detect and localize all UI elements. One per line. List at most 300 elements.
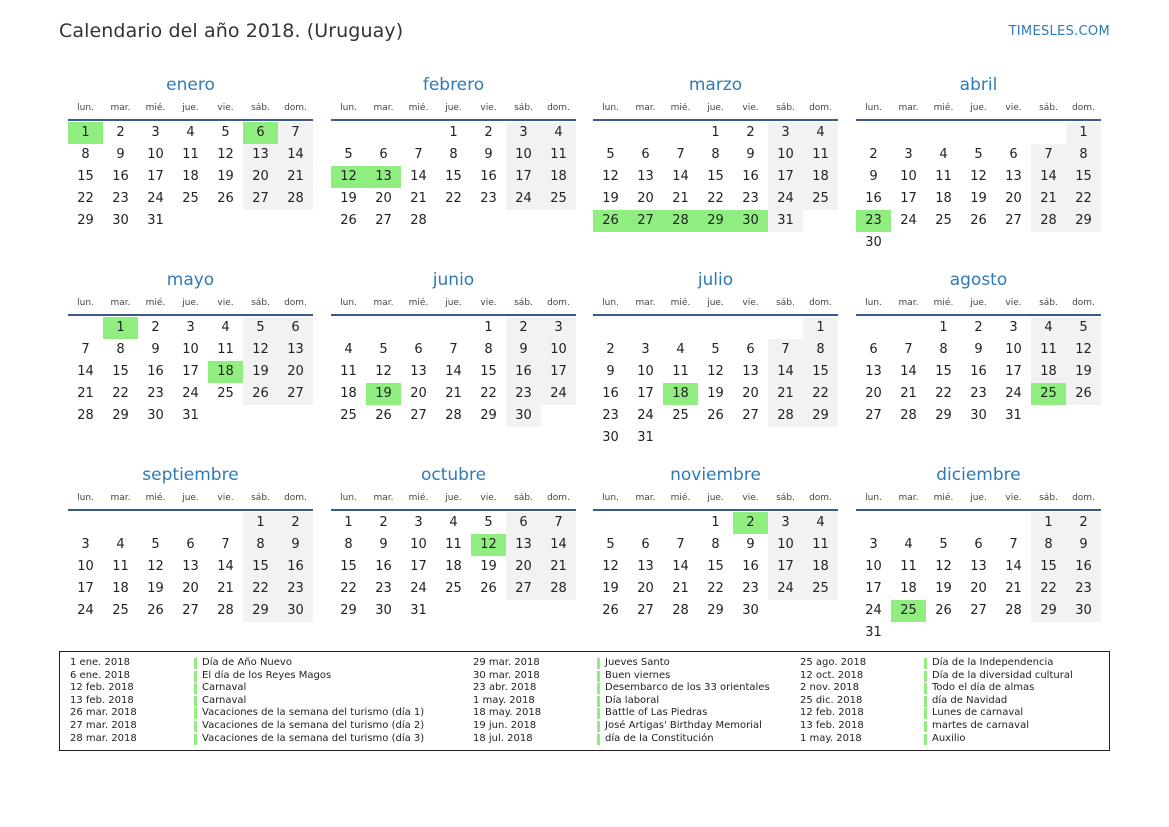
weekday-label: dom. <box>809 298 832 308</box>
holiday-marker <box>924 708 927 719</box>
month-noviembre <box>593 464 838 622</box>
header-rule <box>331 509 576 511</box>
day-cell: 24 <box>147 191 164 206</box>
day-cell: 28 <box>410 213 427 228</box>
month-name: junio <box>432 270 475 290</box>
day-cell: 17 <box>77 581 94 596</box>
day-cell: 12 <box>375 364 392 379</box>
day-cell: 8 <box>344 537 353 552</box>
day-cell: 12 <box>217 147 234 162</box>
month-name: julio <box>697 270 734 290</box>
day-cell: 24 <box>1005 386 1022 401</box>
day-cell: 26 <box>217 191 234 206</box>
holiday-name: Día de la Independencia <box>932 657 1054 668</box>
holiday-day: 30 <box>733 210 768 232</box>
day-cell: 26 <box>480 581 497 596</box>
legend-row <box>70 720 424 733</box>
weekday-label: lun. <box>340 493 357 503</box>
day-cell: 5 <box>711 342 720 357</box>
day-cell: 16 <box>1066 556 1101 578</box>
day-cell: 12 <box>602 559 619 574</box>
day-cell: 20 <box>182 581 199 596</box>
empty-cell <box>628 512 663 534</box>
holiday-marker <box>597 721 600 732</box>
empty-cell <box>208 512 243 534</box>
day-cell: 4 <box>904 537 913 552</box>
day-cell: 6 <box>869 342 878 357</box>
day-cell: 8 <box>116 342 125 357</box>
day-cell: 6 <box>1009 147 1018 162</box>
weekday-label: dom. <box>547 103 570 113</box>
day-cell: 11 <box>112 559 129 574</box>
day-cell: 17 <box>147 169 164 184</box>
header-rule <box>856 119 1101 121</box>
empty-cell <box>996 122 1031 144</box>
day-cell: 19 <box>340 191 357 206</box>
weekday-label: lun. <box>602 103 619 113</box>
weekday-label: mar. <box>635 103 656 113</box>
day-cell: 4 <box>344 342 353 357</box>
day-cell: 19 <box>602 191 619 206</box>
weekday-label: mié. <box>408 298 429 308</box>
day-cell: 17 <box>900 191 917 206</box>
day-cell: 8 <box>711 537 720 552</box>
header-rule <box>331 314 576 316</box>
day-cell: 22 <box>77 191 94 206</box>
holiday-name: Desembarco de los 33 orientales <box>605 682 770 694</box>
weekday-header <box>856 294 1101 312</box>
day-cell: 18 <box>541 166 576 188</box>
day-cell: 28 <box>541 578 576 600</box>
day-cell: 6 <box>506 512 541 534</box>
day-cell: 11 <box>217 342 234 357</box>
legend-row <box>473 657 770 670</box>
holiday-day: 2 <box>733 512 768 534</box>
day-cell: 24 <box>506 188 541 210</box>
header-rule <box>68 509 313 511</box>
holiday-name: Carnaval <box>202 682 247 694</box>
weekday-label: mié. <box>145 298 166 308</box>
weekday-label: lun. <box>602 493 619 503</box>
weekday-label: lun. <box>77 103 94 113</box>
day-cell: 31 <box>410 603 427 618</box>
day-cell: 15 <box>707 559 724 574</box>
day-cell: 18 <box>803 556 838 578</box>
weekday-label: vie. <box>1005 493 1022 503</box>
weekday-label: dom. <box>1072 493 1095 503</box>
day-grid <box>331 317 576 427</box>
day-cell: 10 <box>147 147 164 162</box>
day-cell: 7 <box>676 537 685 552</box>
day-cell: 18 <box>340 386 357 401</box>
day-cell: 14 <box>541 534 576 556</box>
day-cell: 19 <box>935 581 952 596</box>
weekday-label: sáb. <box>1039 493 1058 503</box>
day-cell: 30 <box>742 603 759 618</box>
weekday-label: jue. <box>182 298 199 308</box>
day-cell: 4 <box>186 125 195 140</box>
month-name: agosto <box>949 270 1008 290</box>
day-cell: 21 <box>672 581 689 596</box>
day-cell: 10 <box>637 364 654 379</box>
day-cell: 9 <box>1066 534 1101 556</box>
day-cell: 20 <box>1005 191 1022 206</box>
day-cell: 7 <box>676 147 685 162</box>
day-cell: 15 <box>1066 166 1101 188</box>
day-cell: 24 <box>768 578 803 600</box>
day-cell: 12 <box>1066 339 1101 361</box>
day-cell: 28 <box>1031 210 1066 232</box>
day-cell: 20 <box>278 361 313 383</box>
weekday-label: mar. <box>373 493 394 503</box>
day-cell: 21 <box>1005 581 1022 596</box>
day-cell: 10 <box>77 559 94 574</box>
holiday-day: 12 <box>331 166 366 188</box>
day-cell: 8 <box>484 342 493 357</box>
weekday-label: dom. <box>809 103 832 113</box>
day-cell: 25 <box>217 386 234 401</box>
legend-row <box>800 670 1073 683</box>
page-title: Calendario del año 2018. (Uruguay) <box>59 20 404 42</box>
day-cell: 1 <box>243 512 278 534</box>
day-cell: 28 <box>768 405 803 427</box>
day-cell: 7 <box>449 342 458 357</box>
day-cell: 31 <box>865 625 882 640</box>
day-cell: 23 <box>480 191 497 206</box>
day-cell: 14 <box>77 364 94 379</box>
holiday-day: 29 <box>698 210 733 232</box>
day-cell: 30 <box>970 408 987 423</box>
header-rule <box>856 314 1101 316</box>
day-cell: 4 <box>939 147 948 162</box>
holiday-name: Battle of Las Piedras <box>605 707 708 719</box>
day-cell: 26 <box>602 603 619 618</box>
holiday-date: 26 mar. 2018 <box>70 707 137 719</box>
weekday-label: jue. <box>970 103 987 113</box>
day-cell: 21 <box>1031 188 1066 210</box>
day-cell: 18 <box>935 191 952 206</box>
day-cell: 13 <box>637 559 654 574</box>
day-cell: 7 <box>278 122 313 144</box>
day-cell: 24 <box>182 386 199 401</box>
day-cell: 3 <box>641 342 650 357</box>
weekday-label: mié. <box>933 298 954 308</box>
holiday-day: 1 <box>103 317 138 339</box>
day-cell: 20 <box>637 581 654 596</box>
day-cell: 1 <box>449 125 458 140</box>
day-cell: 5 <box>1066 317 1101 339</box>
day-cell: 5 <box>484 515 493 530</box>
day-cell: 14 <box>672 169 689 184</box>
day-cell: 4 <box>803 122 838 144</box>
day-cell: 20 <box>243 166 278 188</box>
day-cell: 24 <box>77 603 94 618</box>
legend-row <box>800 720 1073 733</box>
legend-row <box>800 733 1073 746</box>
day-cell: 3 <box>151 125 160 140</box>
day-cell: 3 <box>506 122 541 144</box>
weekday-label: dom. <box>284 103 307 113</box>
day-cell: 14 <box>278 144 313 166</box>
weekday-label: lun. <box>340 103 357 113</box>
day-cell: 13 <box>410 364 427 379</box>
weekday-header <box>593 489 838 507</box>
weekday-label: sáb. <box>251 493 270 503</box>
empty-cell <box>856 122 891 144</box>
day-cell: 29 <box>803 405 838 427</box>
day-grid <box>331 122 576 232</box>
holiday-date: 30 mar. 2018 <box>473 669 540 681</box>
holiday-marker <box>597 708 600 719</box>
holiday-name: José Artigas' Birthday Memorial <box>605 719 762 731</box>
day-cell: 6 <box>278 317 313 339</box>
day-cell: 13 <box>182 559 199 574</box>
day-cell: 29 <box>243 600 278 622</box>
day-cell: 13 <box>742 364 759 379</box>
day-cell: 30 <box>865 235 882 250</box>
weekday-label: jue. <box>445 493 462 503</box>
day-cell: 3 <box>768 122 803 144</box>
weekday-label: mié. <box>933 103 954 113</box>
month-marzo <box>593 74 838 232</box>
weekday-label: mar. <box>373 298 394 308</box>
day-cell: 4 <box>116 537 125 552</box>
weekday-header <box>856 489 1101 507</box>
weekday-label: dom. <box>809 493 832 503</box>
day-cell: 31 <box>637 430 654 445</box>
empty-cell <box>891 122 926 144</box>
legend-row <box>473 695 770 708</box>
month-name: marzo <box>688 75 743 95</box>
day-cell: 2 <box>746 125 755 140</box>
holiday-marker <box>924 671 927 682</box>
day-cell: 13 <box>278 339 313 361</box>
weekday-header <box>68 489 313 507</box>
day-cell: 10 <box>182 342 199 357</box>
day-cell: 30 <box>506 405 541 427</box>
month-name: octubre <box>420 465 487 485</box>
day-cell: 26 <box>340 213 357 228</box>
day-grid <box>593 122 838 232</box>
day-cell: 23 <box>602 408 619 423</box>
day-cell: 25 <box>935 213 952 228</box>
day-cell: 22 <box>445 191 462 206</box>
holiday-name: Auxilio <box>932 732 966 744</box>
day-cell: 1 <box>1031 512 1066 534</box>
empty-cell <box>138 512 173 534</box>
legend-row <box>70 682 424 695</box>
day-cell: 29 <box>340 603 357 618</box>
day-cell: 15 <box>243 556 278 578</box>
day-cell: 29 <box>480 408 497 423</box>
day-cell: 25 <box>112 603 129 618</box>
day-cell: 17 <box>637 386 654 401</box>
weekday-label: vie. <box>217 493 234 503</box>
day-cell: 23 <box>742 191 759 206</box>
weekday-label: sáb. <box>251 103 270 113</box>
legend-column <box>70 657 424 745</box>
day-cell: 4 <box>803 512 838 534</box>
month-name: abril <box>959 75 998 95</box>
empty-cell <box>733 317 768 339</box>
legend-row <box>800 707 1073 720</box>
day-cell: 13 <box>637 169 654 184</box>
empty-cell <box>366 122 401 144</box>
holiday-day: 18 <box>663 383 698 405</box>
day-cell: 9 <box>606 364 615 379</box>
day-cell: 27 <box>243 188 278 210</box>
weekday-label: mar. <box>373 103 394 113</box>
day-cell: 9 <box>746 147 755 162</box>
day-cell: 29 <box>935 408 952 423</box>
day-cell: 31 <box>182 408 199 423</box>
day-cell: 14 <box>410 169 427 184</box>
day-cell: 11 <box>803 144 838 166</box>
holiday-marker <box>194 683 197 694</box>
day-cell: 21 <box>217 581 234 596</box>
day-cell: 10 <box>768 144 803 166</box>
holiday-name: Día laboral <box>605 694 660 706</box>
day-cell: 5 <box>606 537 615 552</box>
holiday-name: Vacaciones de la semana del turismo (día 1) <box>202 707 425 719</box>
day-cell: 16 <box>865 191 882 206</box>
weekday-label: mié. <box>145 103 166 113</box>
day-cell: 11 <box>900 559 917 574</box>
weekday-header <box>593 99 838 117</box>
day-cell: 1 <box>711 125 720 140</box>
legend-column <box>800 657 1073 745</box>
day-cell: 3 <box>186 320 195 335</box>
holiday-marker <box>597 696 600 707</box>
holiday-day: 28 <box>663 210 698 232</box>
day-grid <box>856 122 1101 254</box>
day-cell: 28 <box>672 603 689 618</box>
holiday-marker <box>924 721 927 732</box>
weekday-label: vie. <box>217 298 234 308</box>
empty-cell <box>436 317 471 339</box>
weekday-label: lun. <box>865 103 882 113</box>
day-cell: 11 <box>340 364 357 379</box>
day-cell: 5 <box>974 147 983 162</box>
holiday-day: 25 <box>891 600 926 622</box>
day-cell: 6 <box>379 147 388 162</box>
holiday-name: Lunes de carnaval <box>932 707 1024 719</box>
day-cell: 12 <box>970 169 987 184</box>
day-cell: 23 <box>278 578 313 600</box>
holiday-marker <box>924 734 927 745</box>
holiday-date: 25 ago. 2018 <box>800 657 867 668</box>
weekday-label: sáb. <box>514 493 533 503</box>
empty-cell <box>663 317 698 339</box>
day-cell: 26 <box>375 408 392 423</box>
month-abril <box>856 74 1101 254</box>
weekday-header <box>68 294 313 312</box>
legend-row <box>473 707 770 720</box>
empty-cell <box>1031 122 1066 144</box>
empty-cell <box>628 122 663 144</box>
day-cell: 24 <box>900 213 917 228</box>
day-cell: 27 <box>970 603 987 618</box>
day-cell: 20 <box>375 191 392 206</box>
day-cell: 24 <box>541 383 576 405</box>
day-cell: 1 <box>344 515 353 530</box>
day-cell: 4 <box>541 122 576 144</box>
month-name: febrero <box>422 75 485 95</box>
weekday-label: sáb. <box>1039 103 1058 113</box>
day-cell: 4 <box>221 320 230 335</box>
day-cell: 20 <box>410 386 427 401</box>
holiday-marker <box>194 658 197 669</box>
weekday-label: mié. <box>670 298 691 308</box>
empty-cell <box>401 122 436 144</box>
site-link[interactable]: TIMESLES.COM <box>1008 24 1110 39</box>
day-cell: 12 <box>707 364 724 379</box>
holiday-marker <box>194 708 197 719</box>
day-cell: 9 <box>506 339 541 361</box>
weekday-label: dom. <box>547 493 570 503</box>
weekday-label: dom. <box>284 298 307 308</box>
empty-cell <box>768 317 803 339</box>
day-cell: 3 <box>1009 320 1018 335</box>
empty-cell <box>663 122 698 144</box>
weekday-header <box>331 489 576 507</box>
holiday-name: Día de Año Nuevo <box>202 657 292 668</box>
day-cell: 10 <box>506 144 541 166</box>
day-cell: 18 <box>445 559 462 574</box>
holiday-marker <box>924 658 927 669</box>
day-cell: 2 <box>379 515 388 530</box>
day-cell: 25 <box>541 188 576 210</box>
day-cell: 8 <box>449 147 458 162</box>
weekday-label: vie. <box>217 103 234 113</box>
day-cell: 14 <box>1031 166 1066 188</box>
day-cell: 8 <box>1066 144 1101 166</box>
day-cell: 18 <box>900 581 917 596</box>
day-cell: 14 <box>217 559 234 574</box>
legend-row <box>70 707 424 720</box>
day-cell: 7 <box>904 342 913 357</box>
day-cell: 1 <box>939 320 948 335</box>
weekday-label: mié. <box>933 493 954 503</box>
weekday-label: lun. <box>77 298 94 308</box>
header-rule <box>856 509 1101 511</box>
day-cell: 9 <box>151 342 160 357</box>
day-cell: 23 <box>112 191 129 206</box>
day-cell: 2 <box>869 147 878 162</box>
empty-cell <box>366 317 401 339</box>
weekday-label: mié. <box>670 103 691 113</box>
weekday-label: lun. <box>602 298 619 308</box>
day-cell: 31 <box>1005 408 1022 423</box>
weekday-label: sáb. <box>776 103 795 113</box>
day-cell: 14 <box>1005 559 1022 574</box>
weekday-label: mar. <box>898 493 919 503</box>
day-cell: 23 <box>1066 578 1101 600</box>
day-cell: 26 <box>707 408 724 423</box>
day-cell: 27 <box>410 408 427 423</box>
header-rule <box>593 314 838 316</box>
day-cell: 1 <box>803 317 838 339</box>
day-cell: 4 <box>1031 317 1066 339</box>
weekday-label: sáb. <box>514 298 533 308</box>
day-cell: 17 <box>410 559 427 574</box>
weekday-label: vie. <box>480 493 497 503</box>
day-cell: 19 <box>602 581 619 596</box>
day-cell: 22 <box>340 581 357 596</box>
holiday-date: 28 mar. 2018 <box>70 732 137 744</box>
empty-cell <box>331 317 366 339</box>
day-cell: 5 <box>606 147 615 162</box>
